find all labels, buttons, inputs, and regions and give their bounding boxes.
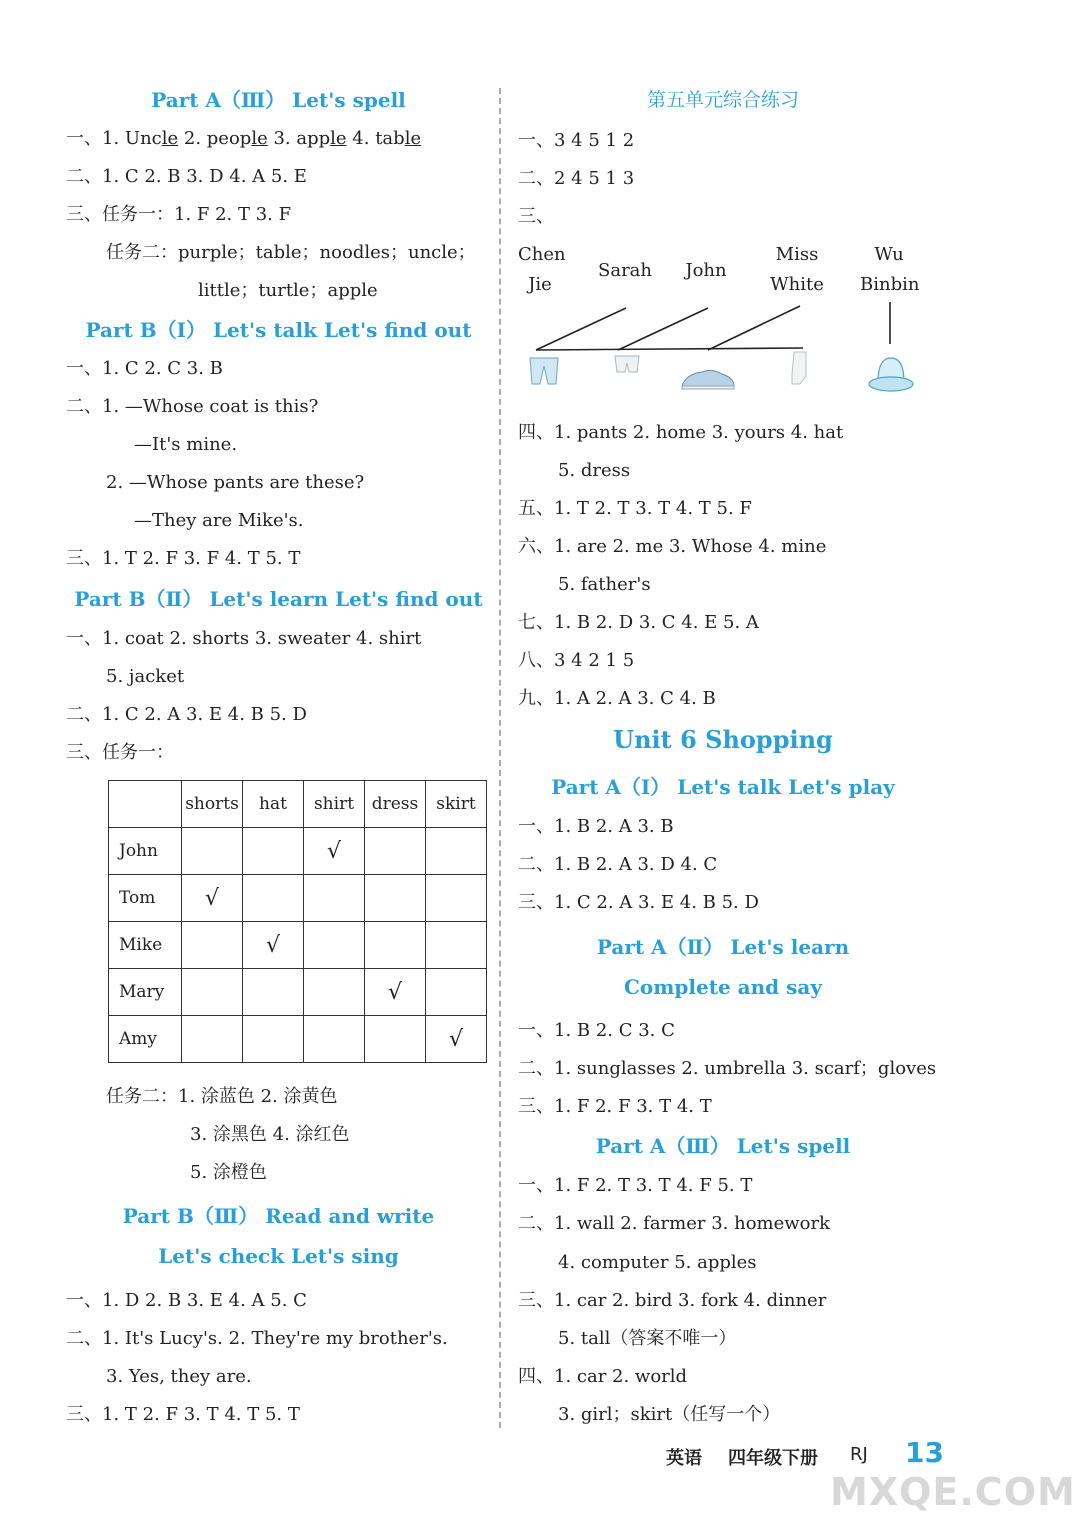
check-cell [426,969,487,1016]
answer-line: 3. 涂黑色 4. 涂红色 [190,1124,350,1145]
check-cell [365,875,426,922]
answer-line: 一、3 4 5 1 2 [518,130,635,151]
answer-line: 二、1. C 2. A 3. E 4. B 5. D [66,704,307,725]
answer-line: 七、1. B 2. D 3. C 4. E 5. A [518,612,759,633]
table-row [109,922,487,969]
answer-line: 三、任务一： [66,742,174,763]
answer-line: 二、1. wall 2. farmer 3. homework [518,1213,831,1234]
table-row [109,1016,487,1063]
answer-line: 一、1. F 2. T 3. T 4. F 5. T [518,1175,753,1196]
check-cell [304,969,365,1016]
check-cell [243,828,304,875]
heading-u6-part-a-2: Part A（Ⅱ） Let's learn [596,935,850,959]
table-header-cell: shirt [304,781,365,828]
answer-line: 六、1. are 2. me 3. Whose 4. mine [518,536,827,557]
row-name-cell: Mike [109,922,182,969]
table-header-row [109,781,487,828]
answer-line: 5. jacket [106,666,185,687]
check-cell [365,1016,426,1063]
check-cell [182,969,243,1016]
answer-line: 一、1. C 2. C 3. B [66,358,223,379]
table-header-cell: skirt [426,781,487,828]
row-name-cell: Amy [109,1016,182,1063]
answer-line: 三、任务一：1. F 2. T 3. F [66,204,292,225]
check-cell [304,875,365,922]
heading-part-b-1: Part B（Ⅰ） Let's talk Let's find out [85,318,472,342]
check-cell [304,922,365,969]
answer-line: 三、1. T 2. F 3. T 4. T 5. T [66,1404,300,1425]
answer-line: 2. —Whose pants are these? [106,472,365,493]
answer-line: 三、 [518,206,554,227]
match-name-chen-jie: Chen Jie [518,244,566,295]
check-cell [243,969,304,1016]
column-divider [499,88,501,1428]
answer-line: 二、1. —Whose coat is this? [66,396,319,417]
answer-line: 三、1. T 2. F 3. F 4. T 5. T [66,548,301,569]
answer-line: 一、1. coat 2. shorts 3. sweater 4. shirt [66,628,422,649]
shoe-icon [678,362,738,392]
match-name-sarah: Sarah [598,260,652,281]
page-number: 13 [905,1436,944,1469]
answer-line: 一、1. B 2. C 3. C [518,1020,675,1041]
row-name-cell: Mary [109,969,182,1016]
answer-line: —It's mine. [134,434,238,455]
heading-part-b-3-sub: Let's check Let's sing [158,1244,399,1268]
check-cell [426,922,487,969]
match-name-wu-binbin: Wu Binbin [860,244,920,295]
check-cell: √ [182,875,243,922]
answer-line: 二、1. It's Lucy's. 2. They're my brother's. [66,1328,448,1349]
answer-line: 四、1. pants 2. home 3. yours 4. hat [518,422,844,443]
answer-line: 九、1. A 2. A 3. C 4. B [518,688,716,709]
answer-line: 5. 涂橙色 [190,1162,267,1183]
heading-part-a-3: Part A（Ⅲ） Let's spell [151,88,406,112]
answer-line: 三、1. F 2. F 3. T 4. T [518,1096,712,1117]
check-cell [365,828,426,875]
answer-line: 一、1. B 2. A 3. B [518,816,674,837]
answer-line-spell-1: 一、1. Uncle 2. people 3. apple 4. table [66,128,422,149]
answer-line: 三、1. car 2. bird 3. fork 4. dinner [518,1290,827,1311]
answer-line: little；turtle；apple [198,280,378,301]
heading-u6-part-a-3: Part A（Ⅲ） Let's spell [595,1134,851,1158]
answer-line: 三、1. C 2. A 3. E 4. B 5. D [518,892,759,913]
heading-unit-6: Unit 6 Shopping [613,725,833,754]
check-cell: √ [426,1016,487,1063]
table-row [109,828,487,875]
answer-line: 5. dress [558,460,631,481]
table-row [109,969,487,1016]
answer-line: 四、1. car 2. world [518,1366,688,1387]
footer-subject: 英语 [666,1448,702,1469]
pants-icon [524,354,564,388]
check-cell [182,922,243,969]
table-header-cell: dress [365,781,426,828]
footer-grade: 四年级下册 [728,1448,818,1469]
row-name-cell: Tom [109,875,182,922]
heading-u6-part-a-2-sub: Complete and say [624,975,822,999]
match-name-john: John [685,260,727,281]
heading-u6-part-a-1: Part A（Ⅰ） Let's talk Let's play [551,775,895,799]
answer-line: 八、3 4 2 1 5 [518,650,635,671]
check-cell [304,1016,365,1063]
answer-line: 二、1. C 2. B 3. D 4. A 5. E [66,166,307,187]
match-name-miss-white: Miss White [770,244,824,295]
table-row [109,875,487,922]
check-cell [243,1016,304,1063]
shorts-icon [612,354,642,376]
answer-line: 二、1. B 2. A 3. D 4. C [518,854,718,875]
answer-line: 5. tall（答案不唯一） [558,1328,737,1349]
check-cell [182,1016,243,1063]
answer-line: 任务二：1. 涂蓝色 2. 涂黄色 [106,1086,338,1107]
check-cell [365,922,426,969]
table-header-cell [109,781,182,828]
sock-icon [788,350,812,386]
check-cell [426,875,487,922]
watermark-logo: MXQE.COM [830,1470,1076,1514]
heading-unit-5-review: 第五单元综合练习 [646,89,799,111]
check-cell: √ [365,969,426,1016]
check-cell: √ [243,922,304,969]
answer-line: 一、1. D 2. B 3. E 4. A 5. C [66,1290,307,1311]
answer-line: —They are Mike's. [134,510,304,531]
footer-edition: RJ [850,1444,868,1465]
table-header-cell: hat [243,781,304,828]
answer-line: 二、2 4 5 1 3 [518,168,635,189]
check-cell [426,828,487,875]
check-cell [243,875,304,922]
table-header-cell: shorts [182,781,243,828]
heading-part-b-2: Part B（Ⅱ） Let's learn Let's find out [74,587,483,611]
answer-line: 4. computer 5. apples [558,1252,757,1273]
clothes-table [108,780,487,1063]
hat-icon [866,352,916,396]
answer-line: 二、1. sunglasses 2. umbrella 3. scarf；gloves [518,1058,937,1079]
check-cell: √ [304,828,365,875]
check-cell [182,828,243,875]
answer-line: 5. father's [558,574,651,595]
answer-line: 五、1. T 2. T 3. T 4. T 5. F [518,498,752,519]
row-name-cell: John [109,828,182,875]
answer-line: 任务二：purple；table；noodles；uncle； [106,242,476,263]
answer-line: 3. Yes, they are. [106,1366,252,1387]
answer-line: 3. girl；skirt（任写一个） [558,1404,781,1425]
heading-part-b-3: Part B（Ⅲ） Read and write [122,1204,435,1228]
